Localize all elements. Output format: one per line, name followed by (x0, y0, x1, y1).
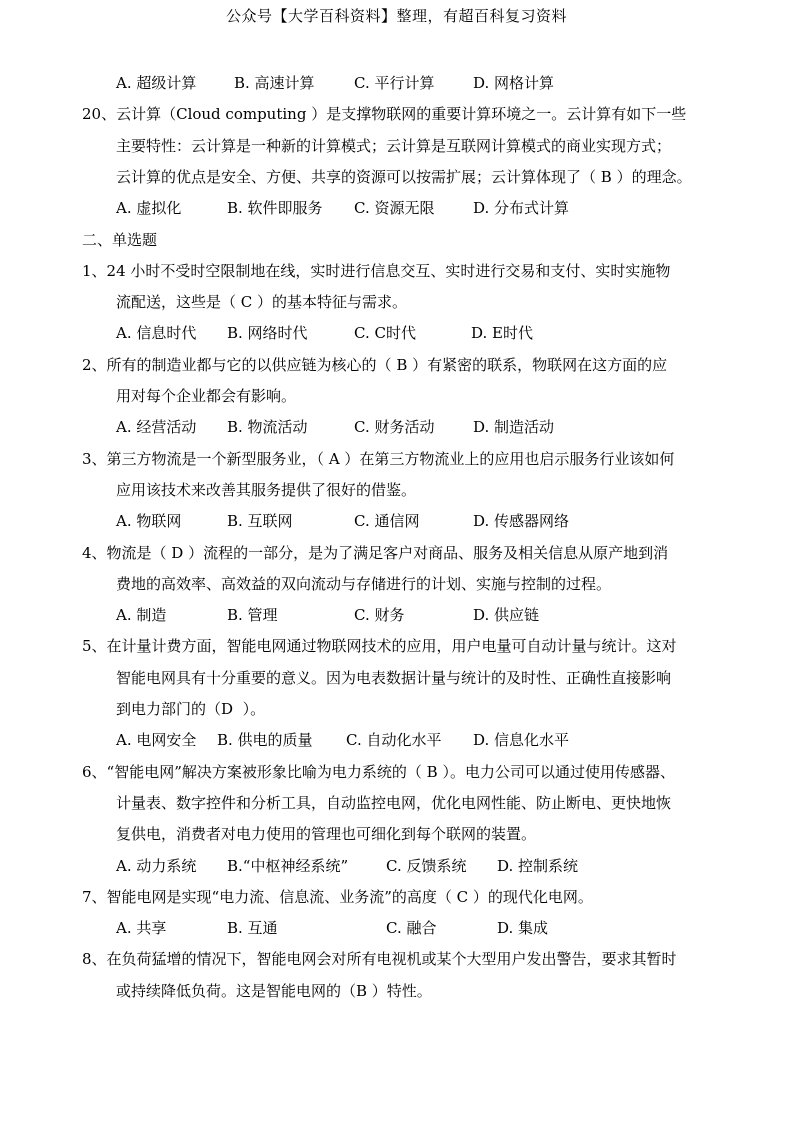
question-1-text: 1、24 小时不受时空限制地在线，实时进行信息交互、实时进行交易和支付、实时实施物 (82, 261, 671, 280)
question-3-option-c: C. 通信网 (354, 512, 420, 531)
question-4-text: 4、物流是（ D ）流程的一部分，是为了满足客户对商品、服务及相关信息从原产地到消 (82, 543, 669, 562)
question-20-text-cont: 主要特性：云计算是一种新的计算模式；云计算是互联网计算模式的商业实现方式； (116, 136, 672, 155)
question-4-option-a: A. 制造 (116, 606, 167, 625)
question-8-text-cont: 或持续降低负荷。这是智能电网的（B ）特性。 (116, 981, 432, 1000)
question-2-text: 2、所有的制造业都与它的以供应链为核心的（ B ）有紧密的联系，物联网在这方面的应 (82, 355, 668, 374)
question-7-option-d: D. 集成 (497, 919, 549, 938)
question-5-option-c: C. 自动化水平 (346, 731, 442, 750)
question-3-option-b: B. 互联网 (227, 512, 293, 531)
question-5-option-b: B. 供电的质量 (217, 731, 313, 750)
question-6-option-a: A. 动力系统 (116, 856, 197, 875)
question-1-option-c: C. C时代 (354, 324, 416, 343)
question-2-option-d: D. 制造活动 (473, 418, 555, 437)
question-4-text-cont: 费地的高效率、高效益的双向流动与存储进行的计划、实施与控制的过程。 (116, 574, 612, 593)
question-8-text: 8、在负荷猛增的情况下，智能电网会对所有电视机或某个大型用户发出警告，要求其暂时 (82, 950, 677, 969)
question-3-text-cont: 应用该技术来改善其服务提供了很好的借鉴。 (116, 480, 417, 499)
question-4-option-c: C. 财务 (354, 606, 405, 625)
question-5-option-d: D. 信息化水平 (473, 731, 570, 750)
question-2-option-a: A. 经营活动 (116, 418, 197, 437)
question-20-option-b: B. 软件即服务 (227, 199, 323, 218)
q19-option-a: A. 超级计算 (116, 74, 197, 92)
question-5-text-cont: 智能电网具有十分重要的意义。因为电表数据计量与统计的及时性、正确性直接影响 (116, 668, 672, 687)
question-1-option-b: B. 网络时代 (227, 324, 308, 343)
question-20-option-a: A. 虚拟化 (116, 199, 182, 218)
question-5-text-cont: 到电力部门的（D ）。 (116, 700, 266, 718)
question-1-text-cont: 流配送，这些是（ C ）的基本特征与需求。 (116, 293, 408, 312)
question-6-option-b: B.“中枢神经系统” (227, 856, 349, 875)
question-7-option-a: A. 共享 (116, 919, 167, 938)
question-3-option-a: A. 物联网 (116, 512, 182, 531)
section-title: 二、单选题 (82, 230, 158, 249)
question-5-text: 5、在计量计费方面，智能电网通过物联网技术的应用，用户电量可自动计量与统计。这对 (82, 637, 677, 656)
question-6-text-cont: 复供电，消费者对电力使用的管理也可细化到每个联网的装置。 (116, 825, 537, 844)
q19-option-c: C. 平行计算 (354, 74, 435, 92)
question-6-option-c: C. 反馈系统 (386, 856, 467, 875)
question-20-text-cont: 云计算的优点是安全、方便、共享的资源可以按需扩展；云计算体现了（ B ）的理念。 (116, 167, 692, 186)
question-3-text: 3、第三方物流是一个新型服务业，（ A ）在第三方物流业上的应用也启示服务行业该如何 (82, 449, 675, 468)
question-7-option-b: B. 互通 (227, 919, 278, 938)
question-6-option-d: D. 控制系统 (497, 856, 579, 875)
question-1-option-d: D. E时代 (471, 324, 533, 343)
question-2-text-cont: 用对每个企业都会有影响。 (116, 387, 297, 405)
question-2-option-c: C. 财务活动 (354, 418, 435, 437)
question-6-text-cont: 计量表、数字控件和分析工具，自动监控电网，优化电网性能、防止断电、更快地恢 (116, 793, 672, 812)
question-7-option-c: C. 融合 (386, 919, 437, 938)
question-2-option-b: B. 物流活动 (227, 418, 308, 437)
question-3-option-d: D. 传感器网络 (473, 512, 570, 531)
question-5-option-a: A. 电网安全 (116, 731, 197, 750)
page-header: 公众号【大学百科资料】整理，有超百科复习资料 (225, 7, 567, 25)
question-7-text: 7、智能电网是实现“电力流、信息流、业务流”的高度（ C ）的现代化电网。 (82, 887, 593, 906)
question-20-option-d: D. 分布式计算 (473, 199, 570, 218)
question-6-text: 6、“智能电网”解决方案被形象比喻为电力系统的（ B ）。电力公司可以通过使用传感器、 (82, 762, 675, 781)
question-4-option-b: B. 管理 (227, 606, 278, 625)
q19-option-b: B. 高速计算 (234, 74, 315, 92)
question-4-option-d: D. 供应链 (473, 606, 540, 625)
question-20-text: 20、云计算（Cloud computing ）是支撑物联网的重要计算环境之一。云计算有如下一些 (82, 105, 687, 124)
question-1-option-a: A. 信息时代 (116, 324, 197, 343)
question-20-option-c: C. 资源无限 (354, 199, 435, 218)
q19-option-d: D. 网格计算 (473, 74, 555, 92)
